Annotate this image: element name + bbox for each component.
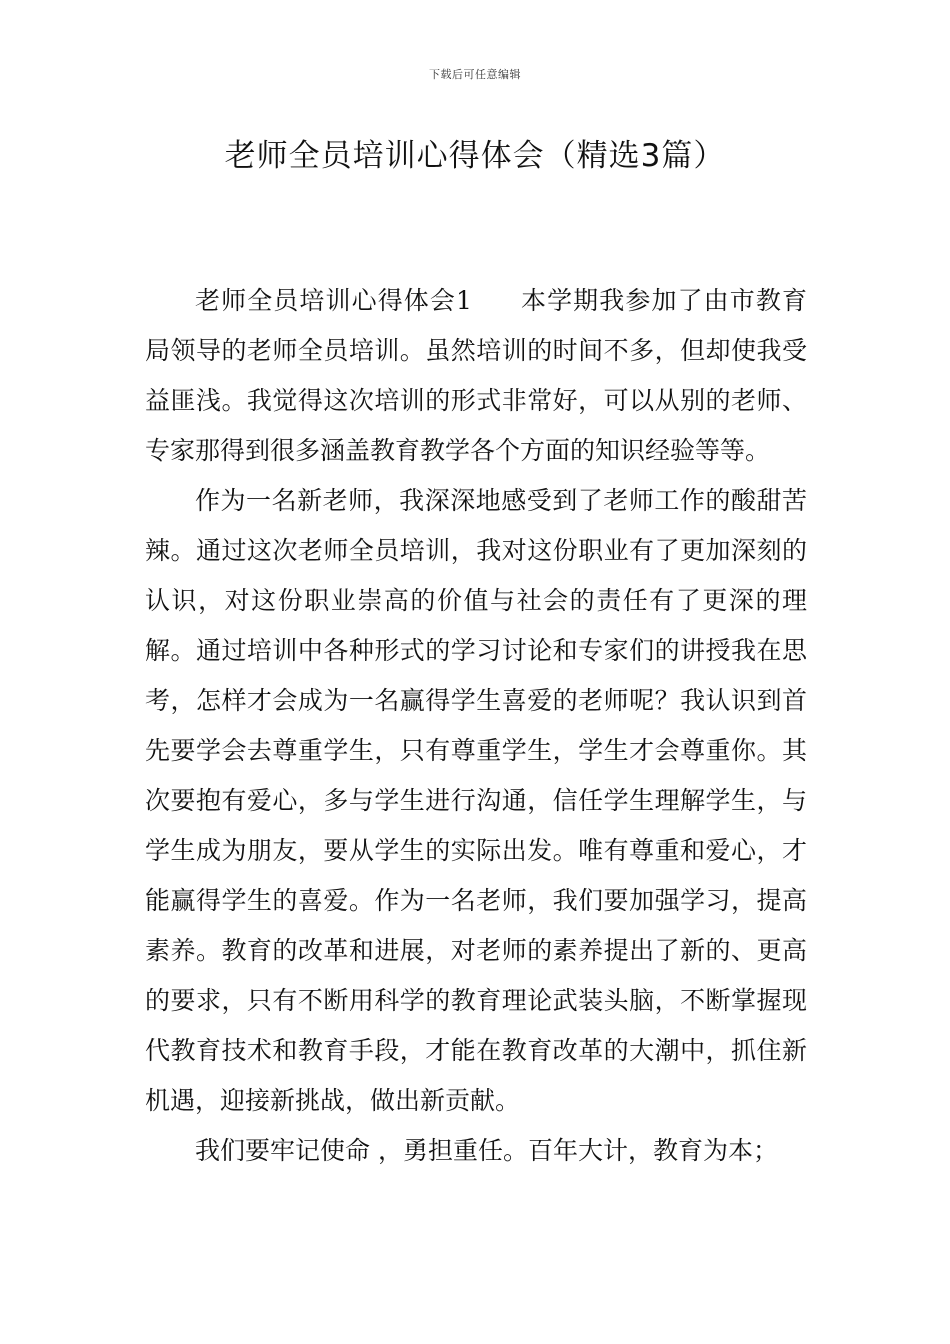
section-heading: 老师全员培训心得体会1	[195, 286, 472, 315]
paragraph-1	[145, 276, 807, 476]
paragraph-3: 我们要牢记使命 ，勇担重任。百年大计，教育为本；	[195, 1136, 778, 1165]
paragraph-1-text: 本学期我参加了由市教育局领导的老师全员培训。虽然培训的时间不多，但却使我受益匪浅。我觉得这次培训的形式非常好，可以从别的老师、专家那得到很多涵盖教育教学各个方面的知识经验等等。	[145, 286, 807, 465]
document-body	[145, 276, 807, 1176]
document-title: 老师全员培训心得体会（精选3篇）	[224, 138, 726, 174]
header-note: 下载后可任意编辑	[429, 68, 521, 81]
paragraph-2: 作为一名新老师，我深深地感受到了老师工作的酸甜苦辣。通过这次老师全员培训，我对这份职业有了更加深刻的认识，对这份职业崇高的价值与社会的责任有了更深的理解。通过培训中各种形式的学习讨论和专家们的讲授我在思考，怎样才会成为一名赢得学生喜爱的老师呢？我认识到首先要学会去尊重学生，只有尊重学生，学生才会尊重你。其次要抱有爱心，多与学生进行沟通，信任学生理解学生，与学生成为朋友，要从学生的实际出发。唯有尊重和爱心，才能赢得学生的喜爱。作为一名老师，我们要加强学习，提高素养。教育的改革和进展，对老师的素养提出了新的、更高的要求，只有不断用科学的教育理论武装头脑，不断掌握现代教育技术和教育手段，才能在教育改革的大潮中，抓住新机遇，迎接新挑战，做出新贡献。	[145, 486, 807, 1115]
